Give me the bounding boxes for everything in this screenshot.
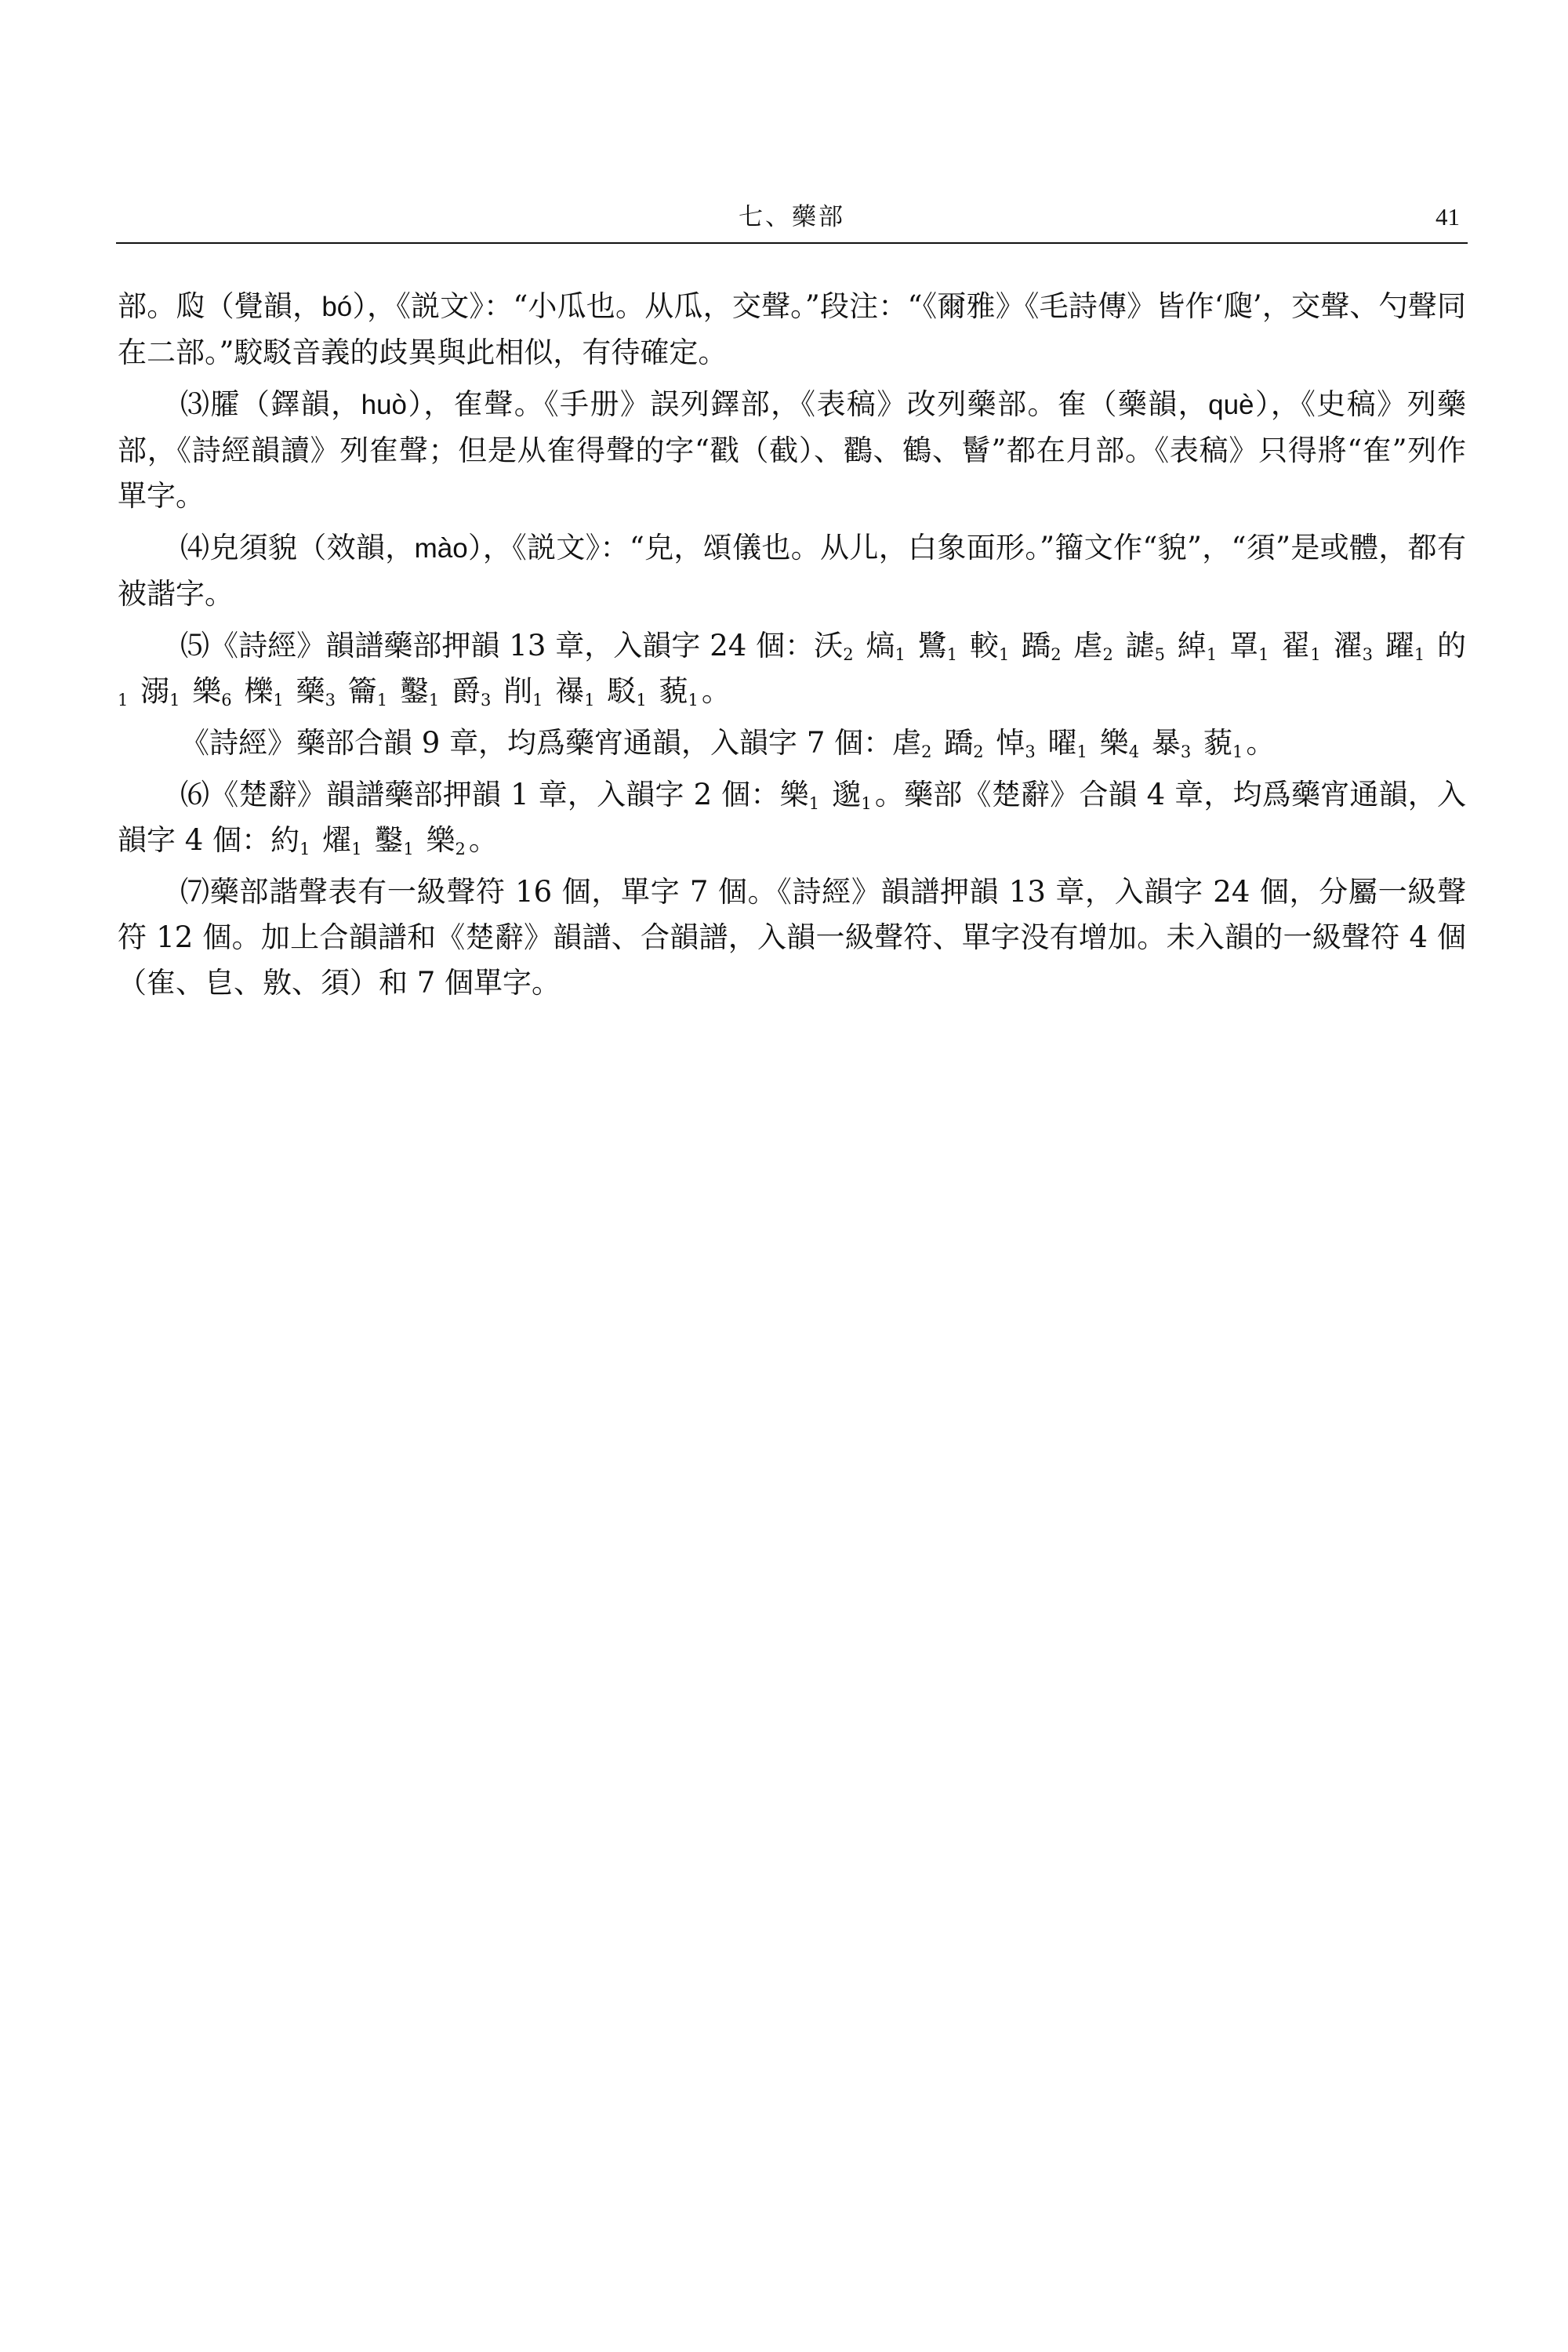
text-run: 。 <box>1246 726 1276 760</box>
count-subscript: 1 <box>636 691 647 710</box>
text-run: ），《説文》：“小瓜也。从瓜，交聲。”段注：“《爾雅》《毛詩傳》皆作‘瓟’，交聲、勺聲同在二部。”駮駁音義的歧異與此相似，有待確定。 <box>118 289 1466 369</box>
count-subscript: 3 <box>1025 742 1036 761</box>
count-subscript: 2 <box>921 742 932 761</box>
text-run: 溺 <box>131 674 170 708</box>
count-subscript: 1 <box>1414 645 1425 664</box>
count-subscript: 1 <box>584 691 595 710</box>
text-run: 邈 <box>822 778 862 811</box>
count-subscript: 2 <box>1051 645 1062 664</box>
count-subscript: 1 <box>1076 742 1087 761</box>
text-run: 的 <box>1428 629 1467 662</box>
count-subscript: 1 <box>1232 742 1243 761</box>
text-run: 。藥部《楚辭》合韻 4 章，均爲藥宵通韻，入韻字 4 個：約 <box>118 778 1467 857</box>
count-subscript: 1 <box>376 691 388 710</box>
text-run: ），隺聲。《手册》誤列鐸部，《表稿》改列藥部。隺（藥韻， <box>407 387 1209 421</box>
count-subscript: 1 <box>351 840 362 858</box>
count-subscript: 5 <box>1154 645 1166 664</box>
text-run: 襮 <box>546 674 585 708</box>
running-head: 七、藥部 <box>739 203 845 231</box>
text-run: 藥 <box>286 674 325 708</box>
count-subscript: 1 <box>688 691 699 710</box>
count-subscript: 1 <box>998 645 1010 664</box>
count-subscript: 1 <box>273 691 284 710</box>
count-subscript: 1 <box>1206 645 1218 664</box>
text-run: 濯 <box>1323 629 1363 662</box>
count-subscript: 1 <box>1258 645 1269 664</box>
paragraph <box>118 382 1466 519</box>
count-subscript: 6 <box>221 691 232 710</box>
count-subscript: 4 <box>1128 742 1140 761</box>
count-subscript: 1 <box>1310 645 1321 664</box>
text-run: 較 <box>960 629 999 662</box>
count-subscript: 2 <box>1102 645 1113 664</box>
text-run: ⑹《楚辭》韻譜藥部押韻 1 章，入韻字 2 個：樂 <box>180 778 809 811</box>
text-run: 暴 <box>1142 726 1181 760</box>
page-number: 41 <box>1436 203 1460 230</box>
count-subscript: 1 <box>299 840 310 858</box>
body-text <box>118 284 1466 1012</box>
pinyin-reading: huò <box>361 390 408 420</box>
text-run: ⑸《詩經》韻譜藥部押韻 13 章，入韻字 24 個：沃 <box>180 629 844 662</box>
count-subscript: 1 <box>861 794 872 813</box>
pinyin-reading: què <box>1208 390 1254 420</box>
count-subscript: 1 <box>169 691 180 710</box>
pinyin-reading: bó <box>321 292 353 322</box>
text-run: ⑶臛（鐸韻， <box>180 387 361 421</box>
text-run: 樂 <box>416 823 456 857</box>
text-run: ），《史稿》列藥部，《詩經韻讀》列隺聲；但是从隺得聲的字“戳（截）、鸐、鶴、鬙”都在月部。《表稿》只得將“隺”列作單字。 <box>118 387 1467 513</box>
count-subscript: 1 <box>946 645 958 664</box>
text-run: 藐 <box>649 674 688 708</box>
count-subscript: 3 <box>325 691 336 710</box>
count-subscript: 1 <box>808 794 820 813</box>
text-run: ），《説文》：“皃，頌儀也。从儿，白象面形。”籀文作“貌”，“須”是或體，都有被諧字。 <box>118 531 1466 611</box>
text-run: 藐 <box>1194 726 1232 760</box>
pinyin-reading: mào <box>414 533 468 564</box>
text-run: 燿 <box>313 823 352 857</box>
text-run: 櫟 <box>234 674 274 708</box>
text-run: 虐 <box>1064 629 1103 662</box>
text-run: 熇 <box>856 629 895 662</box>
text-run: 悼 <box>986 726 1025 760</box>
text-run: 樂 <box>183 674 222 708</box>
count-subscript: 1 <box>403 840 414 858</box>
text-run: 削 <box>494 674 533 708</box>
text-run: 駁 <box>597 674 637 708</box>
count-subscript: 2 <box>973 742 984 761</box>
text-run: 綽 <box>1168 629 1207 662</box>
text-run: 爵 <box>442 674 481 708</box>
text-run: 。 <box>468 823 498 857</box>
text-run: 蹻 <box>935 726 974 760</box>
text-run: 。 <box>701 674 731 708</box>
paragraph <box>118 720 1466 766</box>
paragraph <box>118 284 1466 376</box>
text-run: 謔 <box>1116 629 1155 662</box>
paragraph <box>118 869 1466 1006</box>
text-run: 鷺 <box>908 629 947 662</box>
text-run: 樂 <box>1090 726 1129 760</box>
count-subscript: 2 <box>843 645 854 664</box>
text-run: 籥 <box>338 674 377 708</box>
text-run: ⑺藥部諧聲表有一級聲符 16 個，單字 7 個。《詩經》韻譜押韻 13 章，入韻字 24 個，分屬一級聲符 12 個。加上合韻譜和《楚辭》韻譜、合韻譜，入韻一級聲符、單字没有增加。未入韻的一級聲符 4 個（隺、皀、敫、須）和 7 個單字。 <box>118 875 1466 1000</box>
text-run: 翟 <box>1272 629 1311 662</box>
count-subscript: 3 <box>1362 645 1373 664</box>
text-run: 蹻 <box>1012 629 1051 662</box>
text-run: 鑿 <box>390 674 429 708</box>
text-run: 部。瓝（覺韻， <box>118 289 322 323</box>
text-run: 曜 <box>1038 726 1077 760</box>
count-subscript: 1 <box>895 645 906 664</box>
text-run: 《詩經》藥部合韻 9 章，均爲藥宵通韻，入韻字 7 個：虐 <box>180 726 922 760</box>
count-subscript: 3 <box>480 691 492 710</box>
count-subscript: 1 <box>428 691 440 710</box>
paragraph <box>118 623 1466 714</box>
paragraph <box>118 525 1466 617</box>
text-run: ⑷皃須貌（效韻， <box>180 531 415 564</box>
page-header <box>118 200 1466 247</box>
count-subscript: 1 <box>118 691 129 710</box>
text-run: 罩 <box>1220 629 1259 662</box>
count-subscript: 1 <box>532 691 543 710</box>
count-subscript: 3 <box>1180 742 1192 761</box>
header-rule <box>116 242 1468 244</box>
text-run: 鑿 <box>365 823 404 857</box>
paragraph <box>118 772 1466 863</box>
text-run: 躍 <box>1375 629 1414 662</box>
count-subscript: 2 <box>455 840 466 858</box>
